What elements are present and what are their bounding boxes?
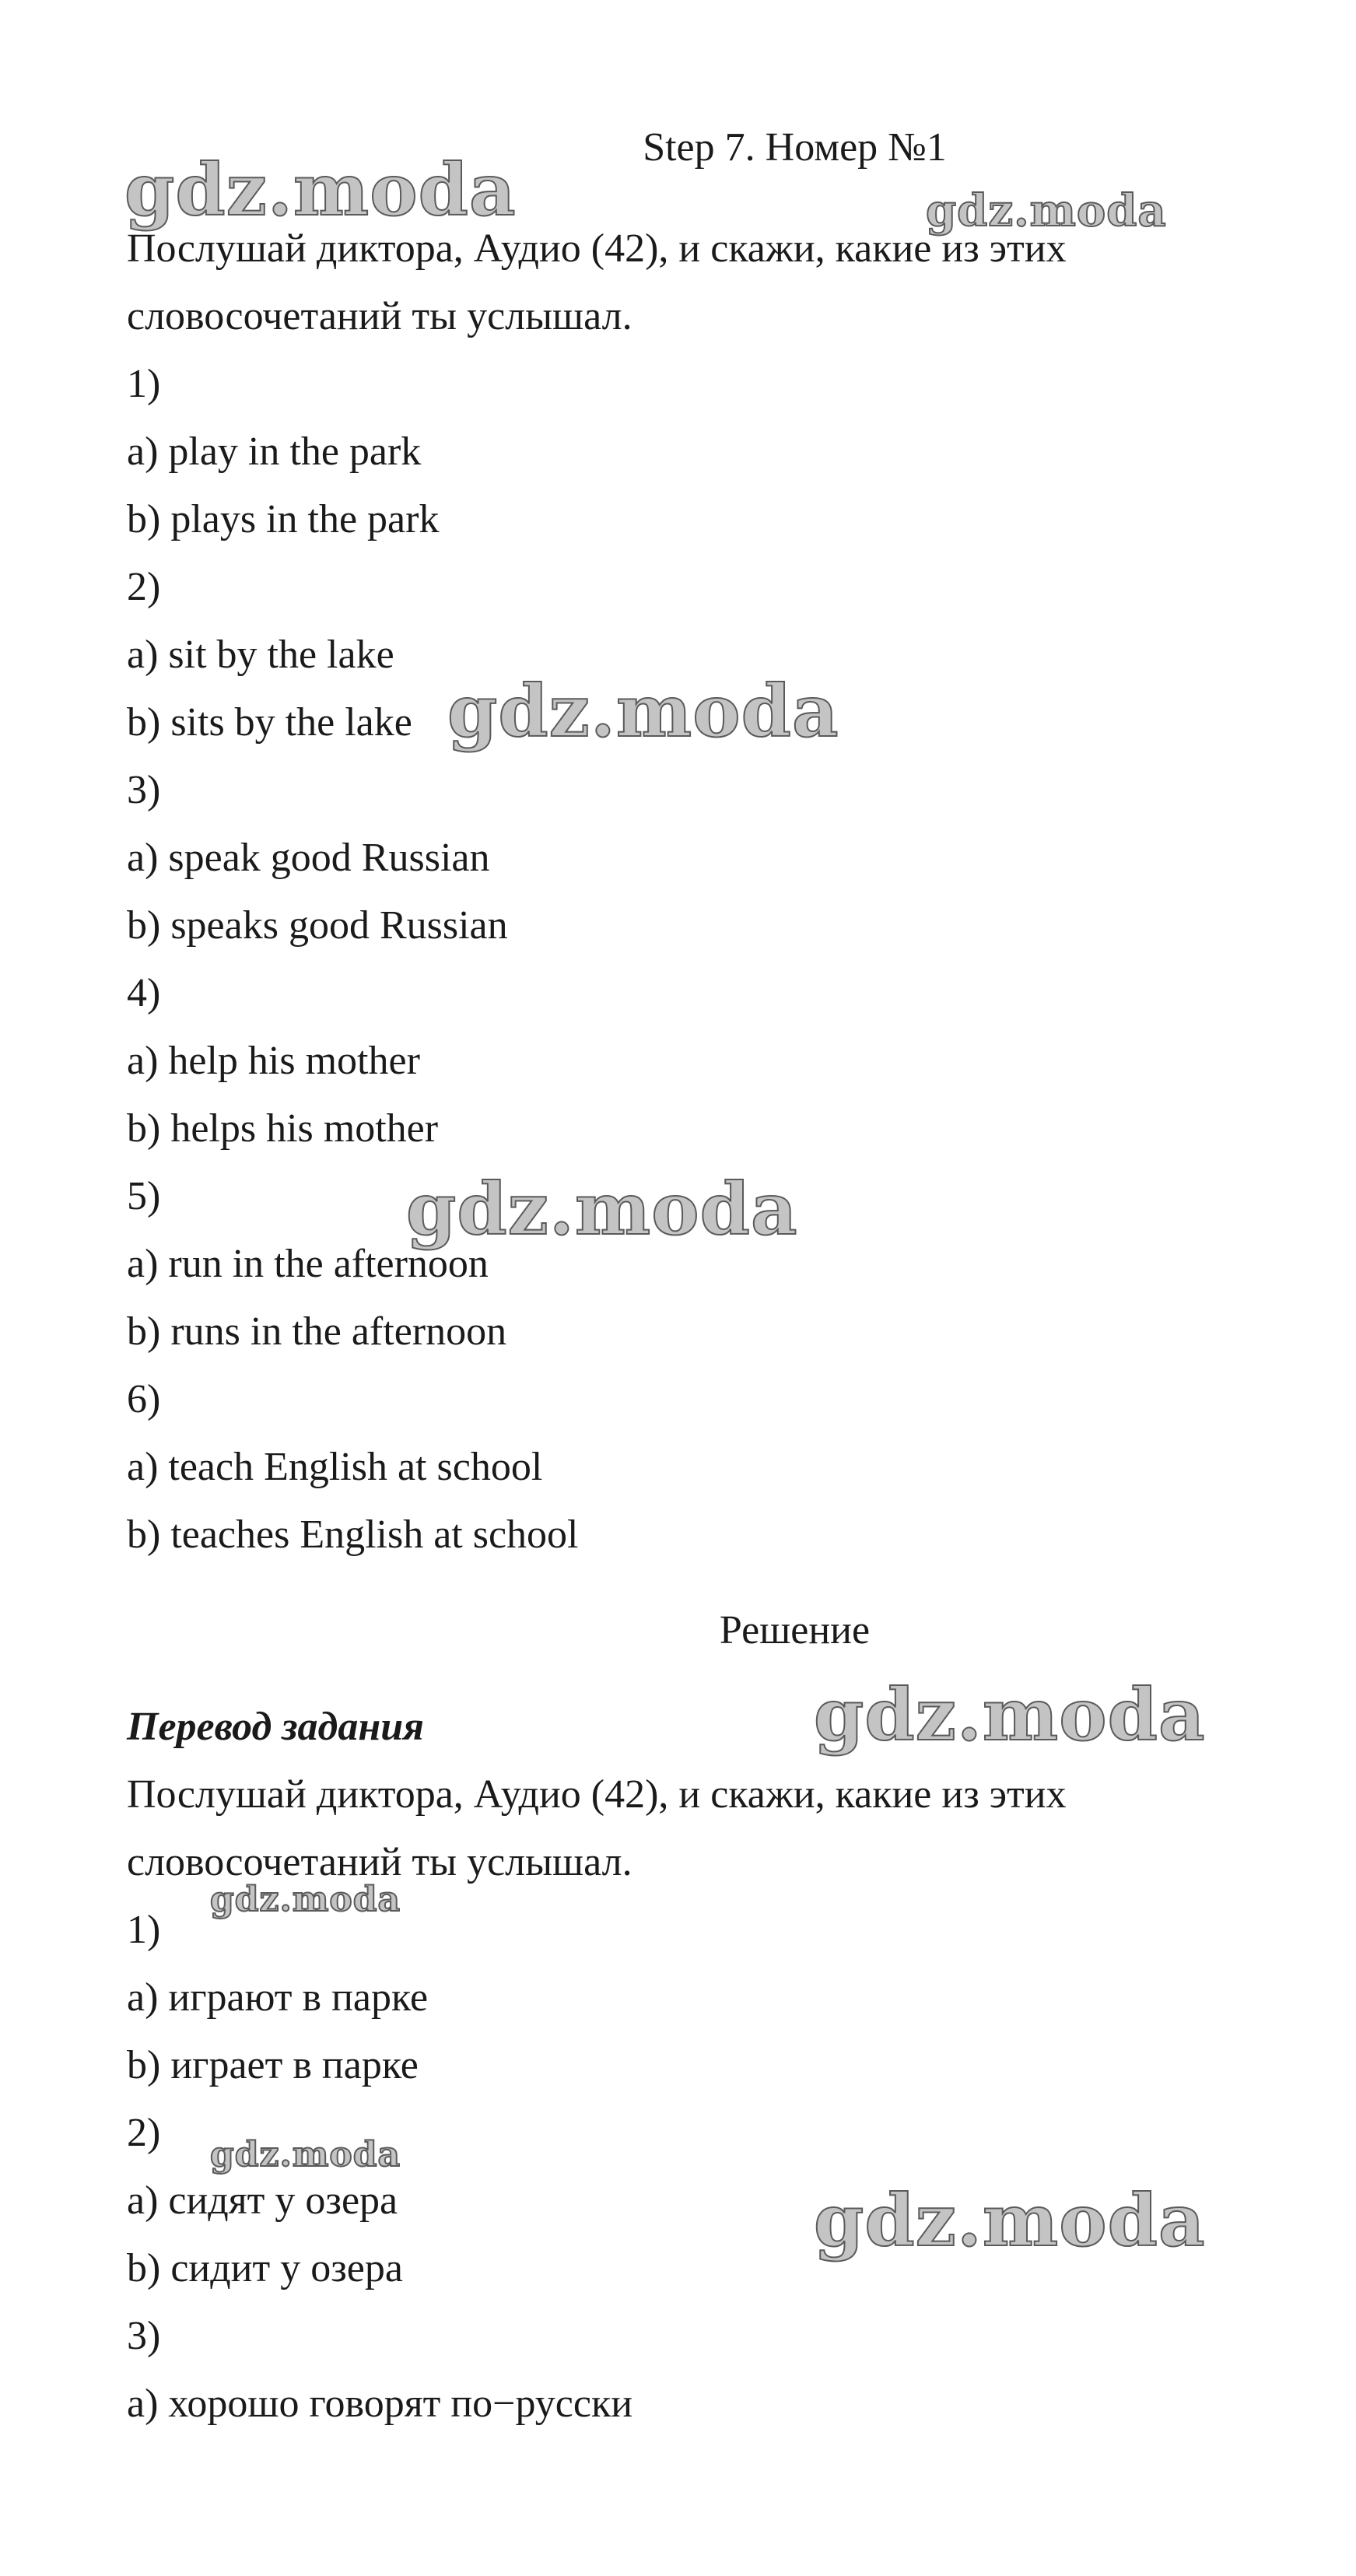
solution-heading: Решение <box>719 1608 871 1652</box>
watermark-logo: gdz.moda <box>926 185 1167 237</box>
task-item-4-number: 4) <box>127 971 161 1015</box>
task-item-6-number: 6) <box>127 1377 161 1421</box>
watermark-logo: gdz.moda <box>814 1673 1206 1757</box>
watermark-logo: gdz.moda <box>210 1880 401 1919</box>
solution-instruction-line1: Послушай диктора, Аудио (42), и скажи, какие из этих <box>127 1772 1067 1817</box>
watermark-logo: gdz.moda <box>406 1167 798 1251</box>
task-instruction-line2: словосочетаний ты услышал. <box>127 294 632 338</box>
solution-item-3-option-a: a) хорошо говорят по−русски <box>127 2381 633 2426</box>
task-item-2-number: 2) <box>127 565 161 609</box>
page-title: Step 7. Номер №1 <box>643 125 947 170</box>
task-item-1-option-b: b) plays in the park <box>127 497 440 541</box>
task-item-2-option-b: b) sits by the lake <box>127 700 412 745</box>
task-item-3-number: 3) <box>127 768 161 812</box>
solution-item-1-option-b: b) играет в парке <box>127 2043 419 2087</box>
task-item-5-option-b: b) runs in the afternoon <box>127 1309 507 1354</box>
task-item-3-option-a: a) speak good Russian <box>127 836 490 880</box>
task-item-4-option-a: a) help his mother <box>127 1039 420 1083</box>
watermark-logo: gdz.moda <box>124 148 517 232</box>
task-item-6-option-b: b) teaches English at school <box>127 1512 579 1557</box>
solution-item-2-number: 2) <box>127 2111 161 2155</box>
task-item-1-option-a: a) play in the park <box>127 429 422 474</box>
task-item-5-number: 5) <box>127 1174 161 1218</box>
solution-item-3-number: 3) <box>127 2314 161 2358</box>
task-item-6-option-a: a) teach English at school <box>127 1445 543 1489</box>
watermark-logo: gdz.moda <box>447 669 839 753</box>
task-instruction-line1: Послушай диктора, Аудио (42), и скажи, какие из этих <box>127 226 1067 271</box>
solution-instruction-line2: словосочетаний ты услышал. <box>127 1840 632 1884</box>
task-item-3-option-b: b) speaks good Russian <box>127 903 508 948</box>
task-item-4-option-b: b) helps his mother <box>127 1106 439 1151</box>
watermark-logo: gdz.moda <box>210 2135 401 2175</box>
solution-item-1-option-a: a) играют в парке <box>127 1975 429 2020</box>
task-item-1-number: 1) <box>127 362 161 406</box>
watermark-logo: gdz.moda <box>814 2178 1206 2262</box>
task-item-2-option-a: a) sit by the lake <box>127 633 394 677</box>
solution-item-1-number: 1) <box>127 1908 161 1952</box>
solution-item-2-option-b: b) сидит у озера <box>127 2246 403 2290</box>
solution-item-2-option-a: a) сидят у озера <box>127 2178 398 2223</box>
task-item-5-option-a: a) run in the afternoon <box>127 1242 489 1286</box>
translation-subheading: Перевод задания <box>127 1705 424 1749</box>
